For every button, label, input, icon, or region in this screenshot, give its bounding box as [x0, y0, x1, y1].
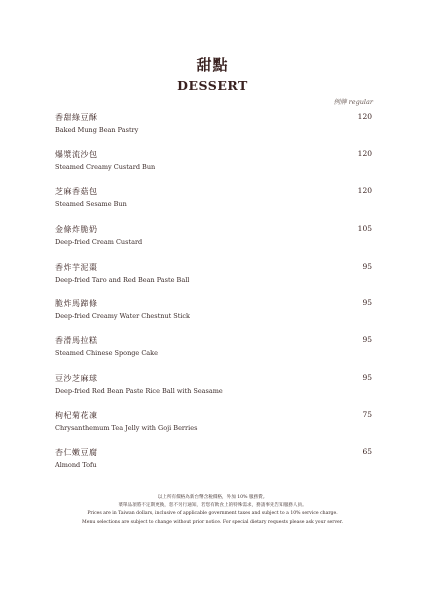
footer-note-zh-tax: 以上所有價格為新台幣含稅價格，外加 10% 服務費。: [157, 495, 268, 500]
menu-item-name-zh: 芝麻香菇包: [55, 187, 98, 196]
menu-item: [55, 373, 372, 403]
menu-item-name-en: Chrysanthemum Tea Jelly with Goji Berries: [55, 424, 198, 432]
menu-item-name-en: Deep-fried Red Bean Paste Rice Ball with Seasame: [55, 387, 223, 395]
menu-item-name-zh: 枸杞菊花凍: [55, 411, 98, 420]
menu-item: [55, 298, 372, 328]
menu-item-name-en: Deep-fried Cream Custard: [55, 238, 143, 246]
menu-item-name-en: Deep-fried Taro and Red Bean Paste Ball: [55, 276, 190, 284]
menu-item-name-en: Steamed Creamy Custard Bun: [55, 163, 156, 171]
menu-item: [55, 186, 372, 216]
menu-item: [55, 262, 372, 292]
menu-item-price: 95: [362, 298, 372, 307]
footer-note-zh-changes: 菜單品項將不定期更換，恕不另行通知，若您有飲食上的特殊需求，務請事先告知服務人員。: [118, 503, 307, 509]
menu-item: [55, 149, 372, 179]
menu-item: [55, 112, 372, 142]
menu-item-price: 75: [362, 410, 372, 419]
menu-item-name-zh: 香滑馬拉糕: [55, 336, 98, 345]
menu-footer-notes: [0, 494, 425, 527]
menu-item-price: 95: [362, 262, 372, 271]
menu-item: [55, 224, 372, 254]
menu-item-name-zh: 脆炸馬蹄條: [55, 299, 98, 308]
menu-item-price: 120: [357, 186, 372, 195]
menu-item-price: 95: [362, 335, 372, 344]
menu-item-name-zh: 香甜綠豆酥: [55, 113, 98, 122]
menu-item-price: 105: [357, 224, 372, 233]
menu-item: [55, 410, 372, 440]
menu-item-price: 120: [357, 149, 372, 158]
menu-item: [55, 335, 372, 365]
menu-item-price: 95: [362, 373, 372, 382]
menu-item: [55, 447, 372, 477]
menu-item-name-en: Deep-fried Creamy Water Chestnut Stick: [55, 312, 190, 320]
price-column-header: 例牌 regular: [333, 98, 373, 106]
menu-item-name-zh: 香炸芋泥棗: [55, 263, 98, 272]
page-title-chinese: 甜點: [196, 56, 229, 74]
menu-item-price: 65: [362, 447, 372, 456]
menu-item-name-en: Baked Mung Bean Pastry: [55, 126, 139, 134]
footer-note-en-tax: Prices are in Taiwan dollars, inclusive of applicable government taxes and subject to a 10% service charge.: [87, 511, 338, 517]
footer-note-en-changes: Menu selections are subject to change without prior notice. For special dietary requests please ask your server.: [82, 519, 343, 525]
menu-item-name-en: Almond Tofu: [55, 461, 97, 469]
menu-item-name-zh: 金條炸脆奶: [55, 225, 98, 234]
menu-item-name-en: Steamed Chinese Sponge Cake: [55, 349, 158, 357]
menu-item-name-zh: 豆沙芝麻球: [55, 374, 98, 383]
menu-item-name-zh: 爆漿流沙包: [55, 150, 98, 159]
menu-item-name-en: Steamed Sesame Bun: [55, 200, 127, 208]
menu-item-name-zh: 杏仁嫩豆腐: [55, 448, 98, 457]
menu-item-price: 120: [357, 112, 372, 121]
page-title-english: DESSERT: [177, 78, 248, 93]
